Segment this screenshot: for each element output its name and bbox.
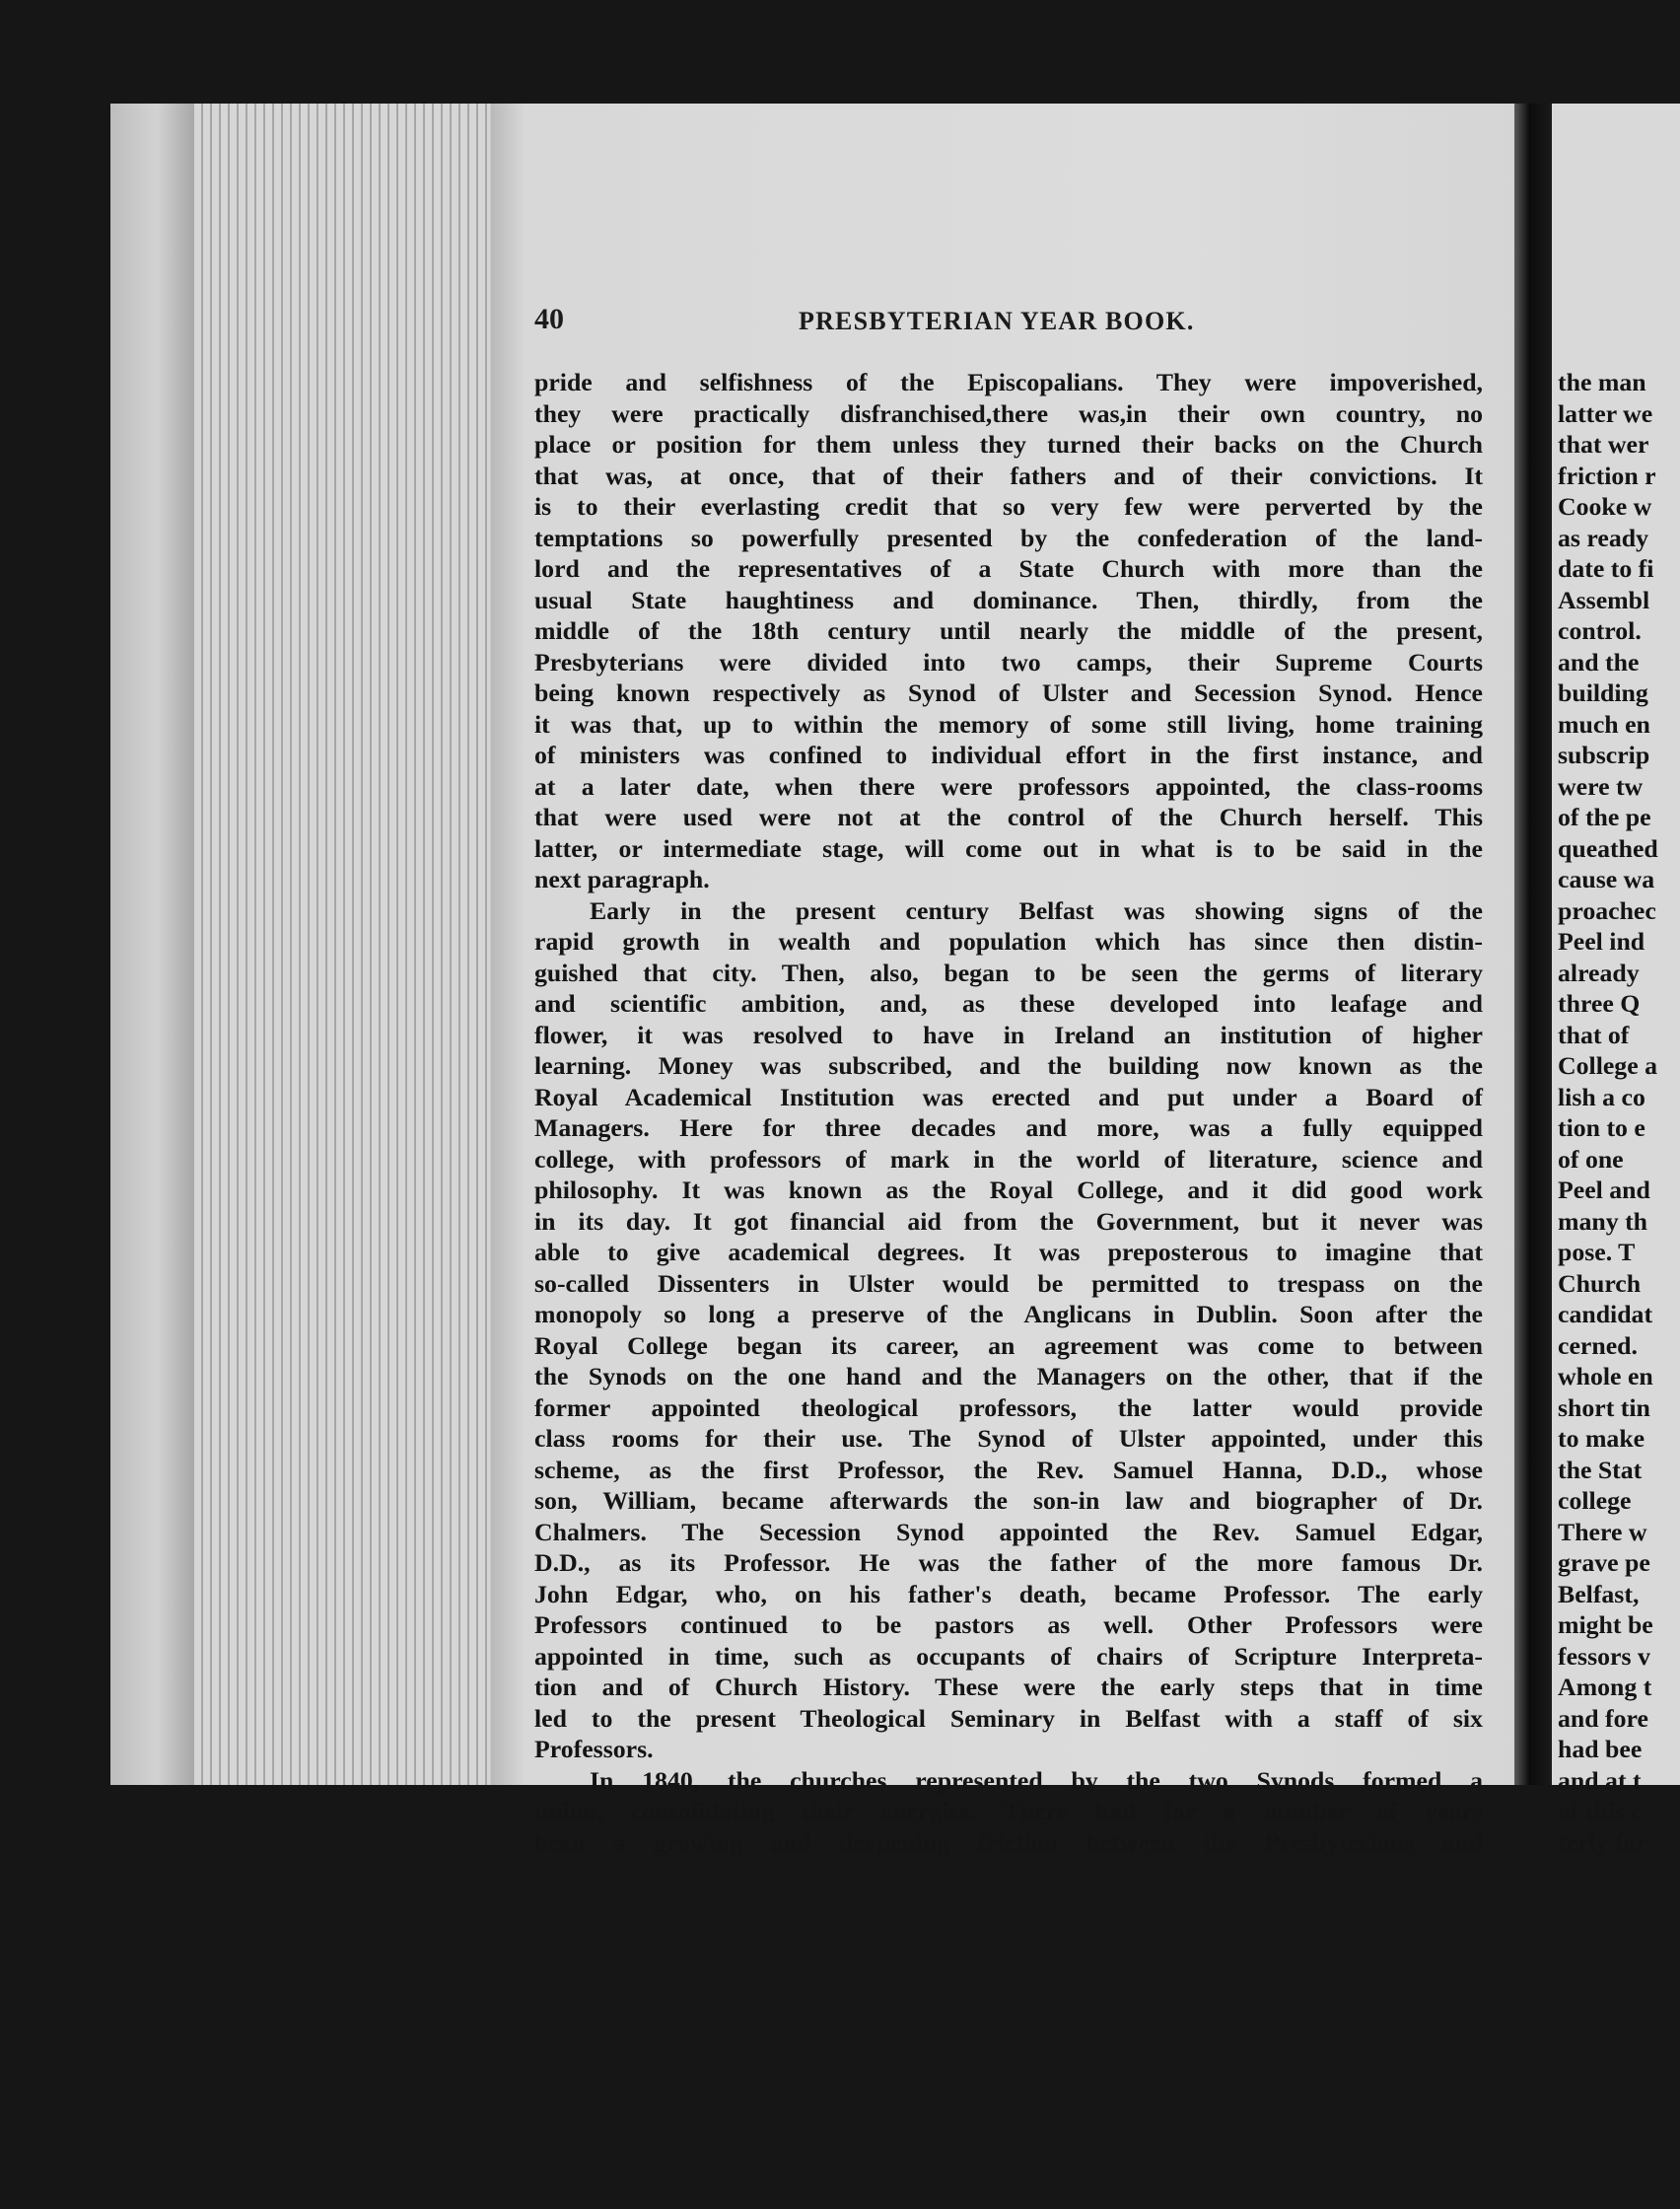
facing-text-line: latter we: [1558, 398, 1653, 428]
facing-text-line: had bee: [1558, 1735, 1643, 1763]
facing-text-line: short tin: [1558, 1392, 1650, 1422]
text-line: next paragraph.: [534, 865, 710, 893]
text-line: lord and the representatives of a State Church with more than the: [534, 554, 1483, 583]
facing-text-line: terly for: [1558, 1827, 1647, 1857]
page-edges: [194, 104, 490, 1785]
facing-text-line: and the: [1558, 647, 1640, 677]
running-title: PRESBYTERIAN YEAR BOOK.: [799, 307, 1195, 335]
facing-text-line: Cooke w: [1558, 492, 1652, 521]
text-line: son, William, became afterwards the son-in law and biographer of Dr.: [534, 1486, 1483, 1515]
facing-text-line: three Q: [1558, 989, 1641, 1018]
facing-text-line: friction r: [1558, 461, 1656, 490]
text-line: being known respectively as Synod of Ulster and Secession Synod. Hence: [534, 678, 1483, 707]
text-line: that were used were not at the control of the Church herself. This: [534, 803, 1483, 831]
text-line: college, with professors of mark in the world of literature, science and: [534, 1144, 1483, 1174]
text-line: In 1840, the churches represented by the two Synods formed a: [590, 1765, 1483, 1795]
text-line: Royal Academical Institution was erected and put under a Board of: [534, 1082, 1483, 1111]
facing-text-line: There w: [1558, 1517, 1647, 1546]
facing-text-line: that wer: [1558, 430, 1649, 459]
facing-text-line: and fore: [1558, 1703, 1648, 1733]
text-line: at a later date, when there were professors appointed, the class-rooms: [534, 771, 1483, 801]
facing-text-line: the man: [1558, 368, 1646, 396]
text-line: John Edgar, who, on his father's death, became Professor. The early: [534, 1579, 1483, 1608]
facing-text-line: and at t: [1558, 1765, 1642, 1795]
facing-text-line: already: [1558, 958, 1640, 987]
text-line: monopoly so long a preserve of the Anglicans in Dublin. Soon after the: [534, 1300, 1483, 1328]
body-text: [534, 367, 1483, 1858]
facing-text-line: College a: [1558, 1051, 1658, 1080]
text-line: able to give academical degrees. It was preposterous to imagine that: [534, 1238, 1483, 1266]
text-line: is to their everlasting credit that so very few were perverted by the: [534, 492, 1483, 521]
facing-text-line: control.: [1558, 616, 1642, 645]
text-line: Presbyterians were divided into two camps, their Supreme Courts: [534, 647, 1483, 677]
facing-text-line: of the pe: [1558, 803, 1651, 831]
facing-text-line: Belfast,: [1558, 1579, 1640, 1608]
text-line: rapid growth in wealth and population which has since then distin-: [534, 927, 1483, 956]
text-line: guished that city. Then, also, began to be seen the germs of literary: [534, 958, 1483, 987]
text-line: class rooms for their use. The Synod of Ulster appointed, under this: [534, 1424, 1483, 1453]
text-line: latter, or intermediate stage, will come out in what is to be said in the: [534, 833, 1483, 863]
facing-text-line: lish a co: [1558, 1082, 1645, 1111]
text-line: been a growing and deepening friction between the Presbyterians and: [534, 1827, 1483, 1857]
facing-text-line: subscrip: [1558, 741, 1650, 769]
text-line: scheme, as the first Professor, the Rev. Samuel Hanna, D.D., whose: [534, 1455, 1483, 1484]
text-line: appointed in time, such as occupants of chairs of Scripture Interpreta-: [534, 1641, 1483, 1671]
facing-text-line: tion to e: [1558, 1113, 1645, 1142]
facing-text-line: candidat: [1558, 1300, 1653, 1328]
text-line: Chalmers. The Secession Synod appointed the Rev. Samuel Edgar,: [534, 1517, 1483, 1546]
facing-text-line: Among t: [1558, 1673, 1652, 1701]
text-line: Royal College began its career, an agreement was come to between: [534, 1330, 1483, 1360]
facing-text-line: to make: [1558, 1424, 1645, 1453]
text-line: and scientific ambition, and, as these developed into leafage and: [534, 989, 1483, 1018]
book-gutter: [1514, 104, 1552, 1785]
facing-text-line: the Stat: [1558, 1455, 1643, 1484]
text-line: flower, it was resolved to have in Ireland an institution of higher: [534, 1020, 1483, 1049]
text-line: it was that, up to within the memory of some still living, home training: [534, 709, 1483, 739]
facing-text-line: fessors v: [1558, 1641, 1650, 1671]
text-line: of ministers was confined to individual effort in the first instance, and: [534, 741, 1483, 769]
text-line: D.D., as its Professor. He was the father of the more famous Dr.: [534, 1548, 1483, 1577]
text-line: so-called Dissenters in Ulster would be permitted to trespass on the: [534, 1268, 1483, 1298]
facing-text-line: of this c: [1558, 1797, 1643, 1825]
facing-text-line: that of: [1558, 1020, 1630, 1049]
text-line: Professors continued to be pastors as well. Other Professors were: [534, 1610, 1483, 1639]
text-line: former appointed theological professors, the latter would provide: [534, 1392, 1483, 1422]
text-line: temptations so powerfully presented by the confederation of the land-: [534, 523, 1483, 552]
text-line: Managers. Here for three decades and more, was a fully equipped: [534, 1113, 1483, 1142]
page-number: 40: [534, 303, 564, 335]
text-line: Professors.: [534, 1735, 654, 1763]
book-cover-edge: [110, 104, 194, 1785]
facing-text-line: much en: [1558, 709, 1650, 739]
text-line: usual State haughtiness and dominance. Then, thirdly, from the: [534, 585, 1483, 614]
facing-text-line: whole en: [1558, 1362, 1653, 1390]
text-line: place or position for them unless they turned their backs on the Church: [534, 430, 1483, 459]
text-line: learning. Money was subscribed, and the building now known as the: [534, 1051, 1483, 1080]
text-line: led to the present Theological Seminary in Belfast with a staff of six: [534, 1703, 1483, 1733]
facing-text-line: of one: [1558, 1144, 1624, 1174]
facing-text-line: as ready: [1558, 523, 1648, 552]
facing-page-text: [1558, 367, 1680, 1858]
text-line: they were practically disfranchised,there was,in their own country, no: [534, 398, 1483, 428]
text-line: middle of the 18th century until nearly the middle of the present,: [534, 616, 1483, 645]
facing-text-line: Assembl: [1558, 585, 1650, 614]
facing-text-line: cause wa: [1558, 865, 1655, 893]
facing-text-line: date to fi: [1558, 554, 1654, 583]
facing-text-line: building: [1558, 678, 1648, 707]
facing-text-line: were tw: [1558, 771, 1644, 801]
facing-text-line: Peel and: [1558, 1176, 1650, 1204]
facing-text-line: many th: [1558, 1206, 1648, 1236]
facing-text-line: might be: [1558, 1610, 1653, 1639]
text-line: union, consolidating their energies. There had for a number of years: [534, 1797, 1483, 1825]
facing-text-line: queathed: [1558, 833, 1658, 863]
facing-text-line: Church: [1558, 1268, 1642, 1298]
running-header: [534, 303, 1483, 342]
facing-text-line: proachec: [1558, 895, 1656, 925]
text-line: the Synods on the one hand and the Managers on the other, that if the: [534, 1362, 1483, 1390]
text-line: Early in the present century Belfast was showing signs of the: [590, 895, 1483, 925]
text-line: philosophy. It was known as the Royal College, and it did good work: [534, 1176, 1483, 1204]
text-line: that was, at once, that of their fathers and of their convictions. It: [534, 461, 1483, 490]
facing-text-line: Peel ind: [1558, 927, 1645, 956]
text-line: pride and selfishness of the Episcopalians. They were impoverished,: [534, 368, 1483, 396]
facing-text-line: cerned.: [1558, 1330, 1638, 1360]
text-line: in its day. It got financial aid from the Government, but it never was: [534, 1206, 1483, 1236]
facing-text-line: college: [1558, 1486, 1632, 1515]
text-line: tion and of Church History. These were the early steps that in time: [534, 1673, 1483, 1701]
facing-text-line: grave pe: [1558, 1548, 1650, 1577]
facing-text-line: pose. T: [1558, 1238, 1636, 1266]
